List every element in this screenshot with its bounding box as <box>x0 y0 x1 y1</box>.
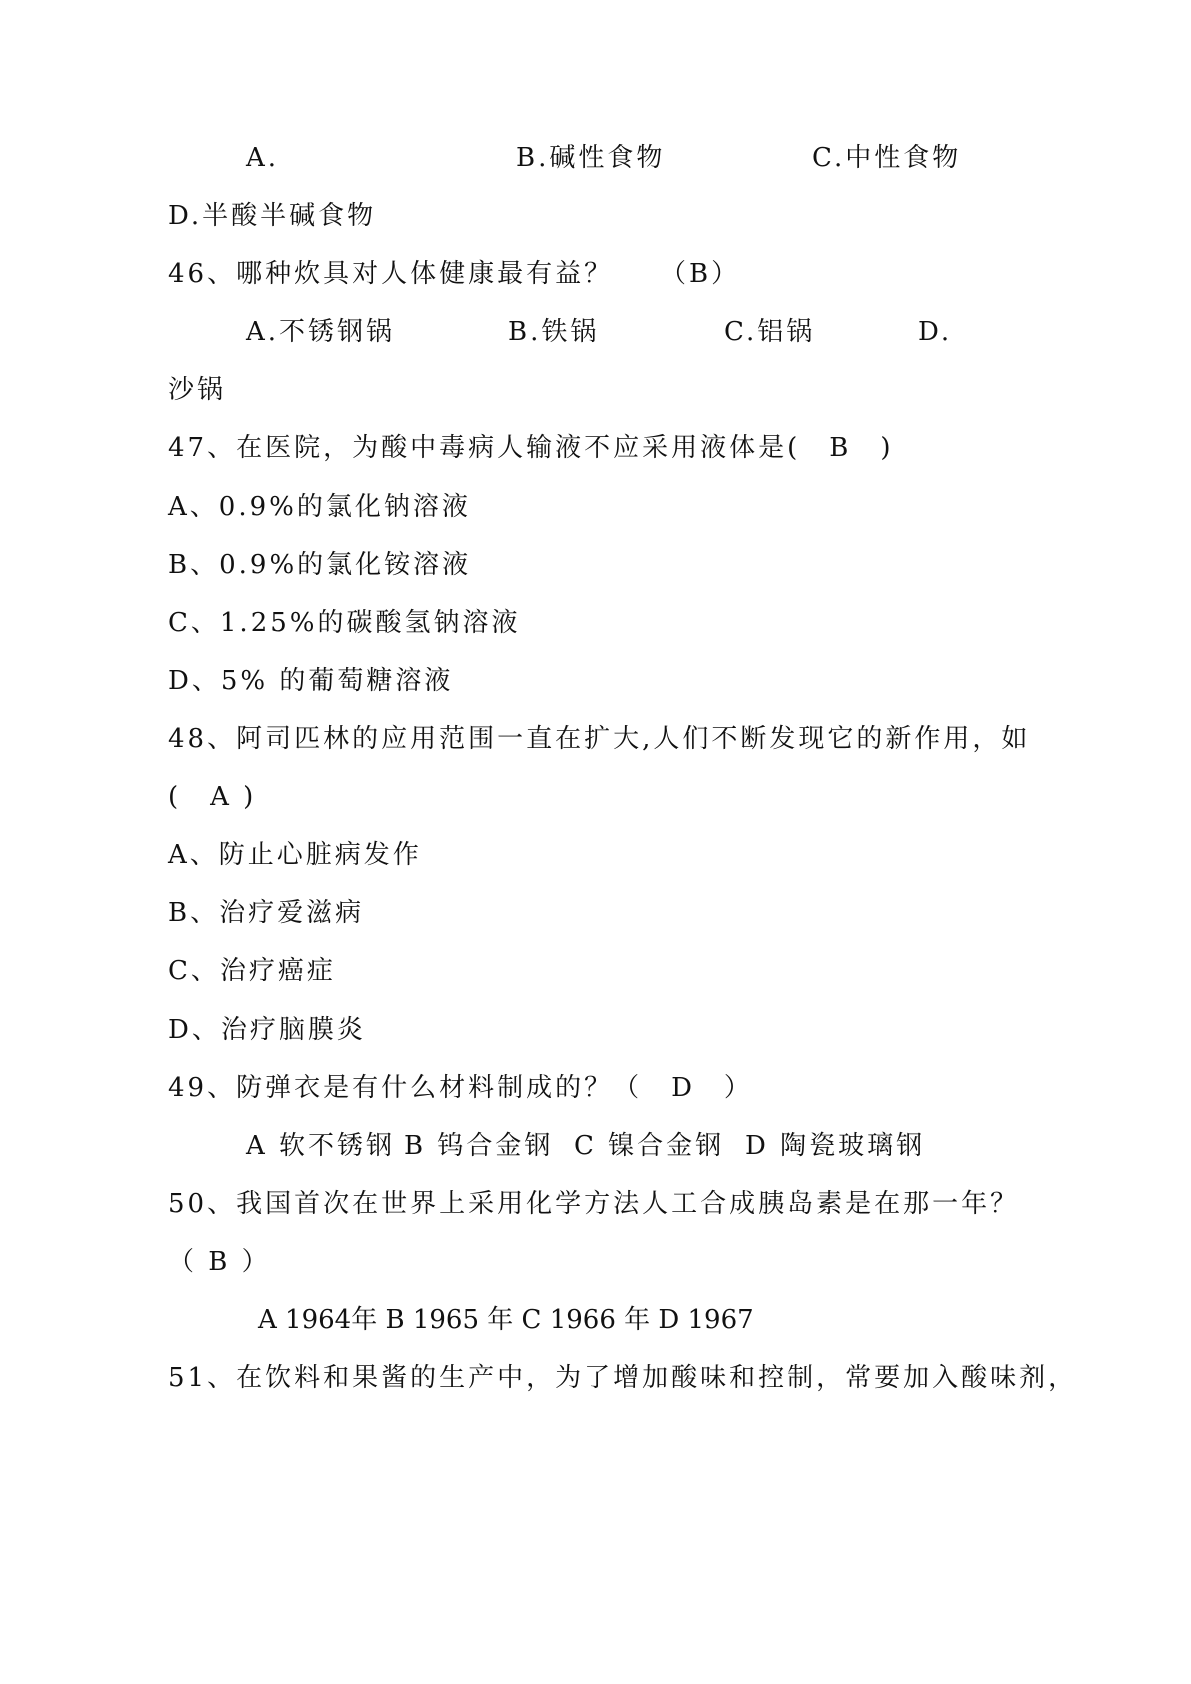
q46-answer: （B） <box>660 259 741 289</box>
q49-option-b: B 钨合金钢 <box>404 1131 554 1161</box>
q47-option-c: C、1.25%的碳酸氢钠溶液 <box>168 608 521 638</box>
q50-answer: （ B ） <box>168 1247 271 1277</box>
q47-option-a: A、0.9%的氯化钠溶液 <box>168 492 471 522</box>
q46-option-b: B.铁锅 <box>508 317 600 347</box>
q50-options: A 1964年 B 1965 年 C 1966 年 D 1967 <box>258 1305 754 1335</box>
q49-option-c: C 镍合金钢 <box>574 1131 725 1161</box>
q48-option-a: A、防止心脏病发作 <box>168 840 422 870</box>
q48-answer: ( A ) <box>168 782 257 812</box>
q48-question: 48、阿司匹林的应用范围一直在扩大,人们不断发现它的新作用，如 <box>168 724 1031 754</box>
q46-option-c: C.铝锅 <box>724 317 816 347</box>
q47-question: 47、在医院，为酸中毒病人输液不应采用液体是( B ) <box>168 433 894 463</box>
q46-option-d-text: 沙锅 <box>168 375 227 405</box>
q49-option-d: D 陶瓷玻璃钢 <box>745 1131 926 1161</box>
q48-option-c: C、治疗癌症 <box>168 956 336 986</box>
q47-option-b: B、0.9%的氯化铵溶液 <box>168 550 472 580</box>
q49-question: 49、防弹衣是有什么材料制成的？（ D ） <box>168 1073 753 1103</box>
q48-option-b: B、治疗爱滋病 <box>168 898 365 928</box>
q51-question: 51、在饮料和果酱的生产中，为了增加酸味和控制，常要加入酸味剂， <box>168 1363 1078 1393</box>
q46-option-a: A.不锈钢锅 <box>246 317 396 347</box>
q46-question: 46、哪种炊具对人体健康最有益？ <box>168 259 614 289</box>
q45-option-c: C.中性食物 <box>812 143 962 173</box>
q49-option-a: A 软不锈钢 <box>246 1131 396 1161</box>
q46-option-d: D. <box>918 317 953 347</box>
q45-option-d: D.半酸半碱食物 <box>168 201 377 231</box>
q45-option-a: A. <box>246 143 280 173</box>
q50-question: 50、我国首次在世界上采用化学方法人工合成胰岛素是在那一年？ <box>168 1189 1020 1219</box>
q45-option-b: B.碱性食物 <box>516 143 666 173</box>
q47-option-d: D、5% 的葡萄糖溶液 <box>168 666 454 696</box>
q48-option-d: D、治疗脑膜炎 <box>168 1015 366 1045</box>
